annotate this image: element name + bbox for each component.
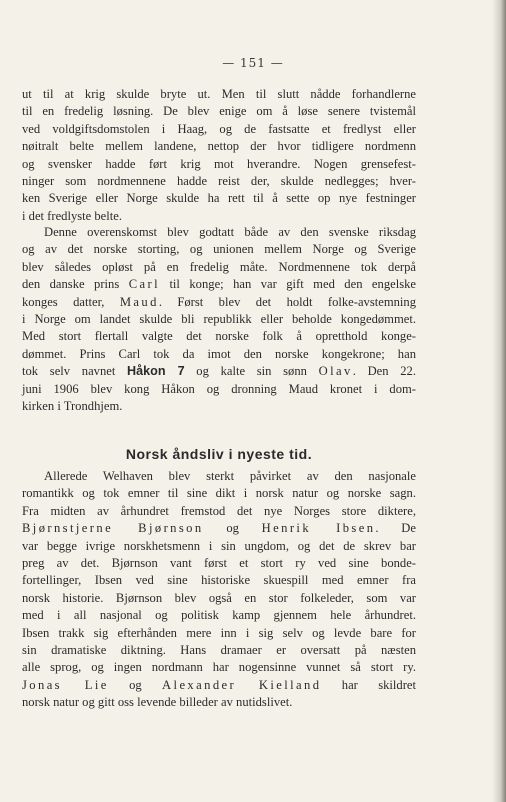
text-line xyxy=(22,677,416,694)
text-segment: konges datter, xyxy=(22,294,105,309)
text-line xyxy=(22,520,416,537)
text-line: i det fredlyste belte. xyxy=(22,208,123,223)
text-line: preg av det. Bjørnson vant først et stort ry ved sine bonde- xyxy=(22,555,416,570)
text-line: og svensker hadde ført krig mot hverandre. Nogen grensefest- xyxy=(22,156,416,171)
spaced-name-kielland: Alexander Kielland xyxy=(162,677,322,692)
text-line: sin dramatiske diktning. Hans dramaer er oversatt på næsten xyxy=(22,642,416,657)
text-line: ken Sverige eller Norge skulde ha rett til å sette op nye festninger xyxy=(22,191,416,206)
text-line: Fra midten av århundret fremstod det nye Norges store diktere, xyxy=(22,503,416,518)
text-segment: har skildret xyxy=(341,677,416,692)
text-line: Ibsen trakk sig efterhånden mere inn i sig selv og levde bare for xyxy=(22,625,416,640)
page-number: — 151 — xyxy=(222,56,284,70)
spaced-name-carl: Carl xyxy=(128,277,160,292)
paragraph-treaty xyxy=(22,86,416,225)
paragraph-literature xyxy=(22,468,416,711)
text-line: romantikk og tok emner til sine dikt i norsk natur og norske sagn. xyxy=(22,486,416,501)
text-line: Allerede Welhaven blev sterkt påvirket av den nasjonale xyxy=(44,469,416,483)
text-line: norsk historie. Bjørnson blev også en stor folkeleder, som var xyxy=(22,590,416,605)
page-edge-shadow xyxy=(492,0,506,802)
spaced-name-bjornson: Bjørnstjerne Bjørnson xyxy=(22,521,204,536)
text-segment: den danske prins xyxy=(22,277,120,292)
text-segment: tok selv navnet xyxy=(22,364,116,379)
text-line xyxy=(22,276,416,293)
text-line: kirken i Trondhjem. xyxy=(22,398,123,413)
text-line: var begge ivrige norskhetsmenn i sin ungdom, og det de skrev bar xyxy=(22,538,416,553)
text-line: med i all nasjonal og politisk kamp gjennem hele århundret. xyxy=(22,608,416,623)
text-segment: og xyxy=(129,677,142,692)
section-heading: Norsk åndsliv i nyeste tid. xyxy=(125,446,313,462)
text-segment: og xyxy=(226,521,239,536)
text-line: fortellinger, Ibsen ved sine historiske skuespill med emner fra xyxy=(22,573,416,588)
text-line: ved voldgiftsdomstolen i Haag, og de fastsatte et fredlyst eller xyxy=(22,121,416,136)
paragraph-union-dissolution xyxy=(22,224,416,415)
text-segment: . De xyxy=(375,521,416,536)
text-line: juni 1906 blev kong Håkon og dronning Maud kronet i dom- xyxy=(22,381,416,396)
text-segment: . Først blev det holdt folke-avstemning xyxy=(158,294,417,309)
spaced-name-olav: Olav xyxy=(318,364,353,379)
text-line: blev således opløst på en fredelig måte. Nordmennene tok derpå xyxy=(22,259,416,274)
text-line xyxy=(22,294,416,311)
text-line: og av det norske storting, og unionen mellem Norge og Sverige xyxy=(22,242,416,257)
text-line: Med stort flertall valgte det norske folk å opretthold konge- xyxy=(22,329,416,344)
text-line: ut til at krig skulde bryte ut. Men til slutt nådde forhandlerne xyxy=(22,87,416,101)
text-segment: til konge; han var gift med den engelske xyxy=(169,277,416,292)
text-line: ninger som nordmennene hadde reist der, skulde nedlegges; hver- xyxy=(22,173,416,188)
text-line: nøitralt belte mellem landene, nettop der hvor tidligere nordmenn xyxy=(22,139,416,154)
text-line: dømmet. Prins Carl tok da imot den norske kongekrone; han xyxy=(22,346,416,361)
text-line: til en fredelig løsning. De blev enige om å løse senere tvistemål xyxy=(22,104,416,119)
spaced-name-lie: Jonas Lie xyxy=(22,677,109,692)
spaced-name-maud: Maud xyxy=(119,294,159,309)
bold-name-haakon: Håkon 7 xyxy=(127,364,185,379)
spaced-name-ibsen: Henrik Ibsen xyxy=(261,521,376,536)
text-line xyxy=(22,363,416,380)
text-segment: og kalte sin sønn xyxy=(196,364,307,379)
text-line: alle sprog, og ingen nordmann har nogensinne vunnet så stort ry. xyxy=(22,660,416,675)
text-segment: . Den 22. xyxy=(352,364,416,379)
text-line: norsk natur og gitt oss levende billeder av nutidslivet. xyxy=(22,695,293,710)
text-line: i Norge om landet skulde bli republikk eller beholde kongedømmet. xyxy=(22,311,416,326)
text-line: Denne overenskomst blev godtatt både av den svenske riksdag xyxy=(44,225,416,239)
